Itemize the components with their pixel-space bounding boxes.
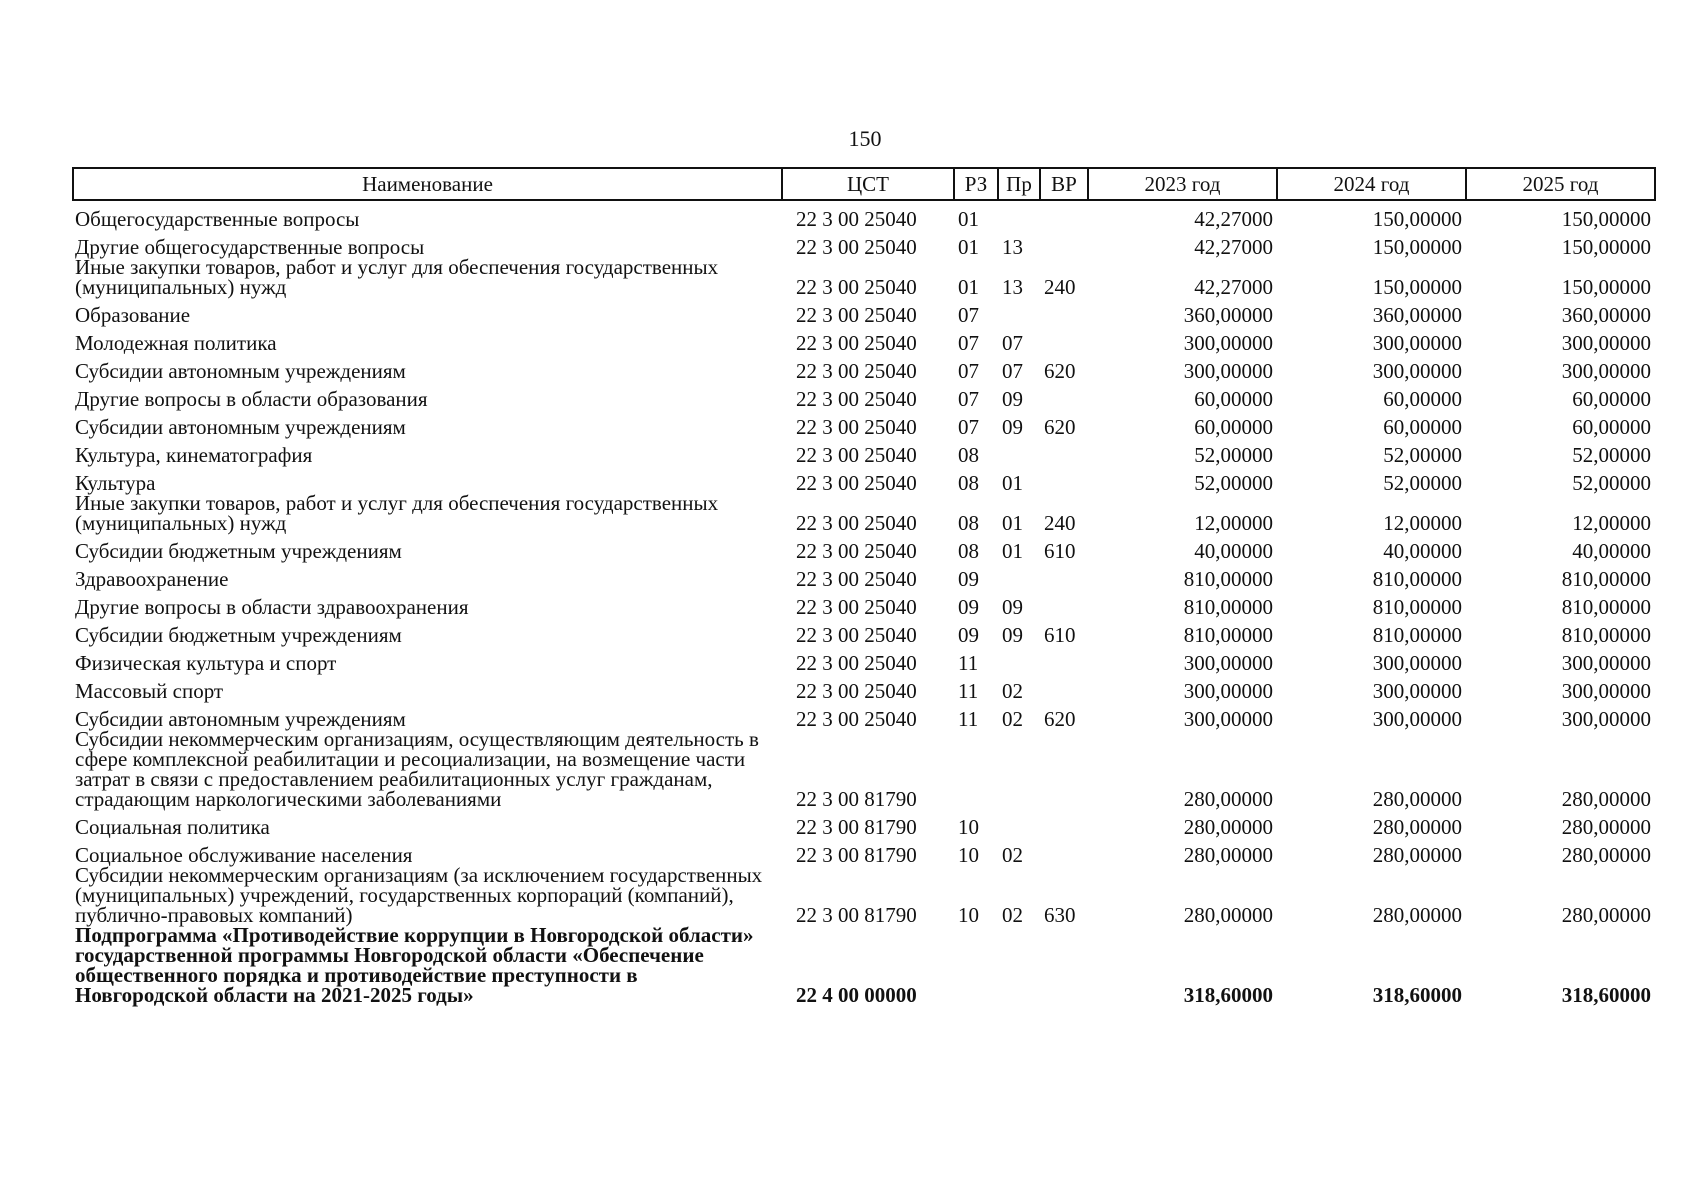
cell-2025: 300,00000 [1561,679,1651,703]
cell-2023: 318,60000 [1183,983,1273,1007]
cell-2025: 280,00000 [1561,843,1651,867]
cell-vr [1040,729,1088,809]
cell-name: Субсидии автономным учреждениям [75,707,406,731]
cell-2025: 300,00000 [1561,651,1651,675]
cell-2023: 12,00000 [1194,511,1273,535]
cell-2024: 300,00000 [1372,651,1462,675]
cell-cst: 22 3 00 25040 [796,567,917,591]
cell-pr: 02 [1002,903,1023,927]
cell-2025: 300,00000 [1561,331,1651,355]
cell-pr [998,297,1040,325]
table-row [73,673,1655,701]
cell-name: Иные закупки товаров, работ и услуг для обеспечения государственных (муниципальных) нужд [75,491,719,535]
header-row [73,168,1655,200]
header-name: Наименование [73,168,782,200]
cell-cst: 22 3 00 25040 [796,207,917,231]
cell-vr [1040,645,1088,673]
cell-2024: 300,00000 [1372,707,1462,731]
cell-2024: 150,00000 [1372,275,1462,299]
cell-2024: 60,00000 [1383,387,1462,411]
table-row [73,561,1655,589]
cell-vr: 610 [1044,539,1076,563]
table-row [73,200,1655,229]
cell-2025: 150,00000 [1561,275,1651,299]
cell-2024: 280,00000 [1372,815,1462,839]
cell-vr [1040,229,1088,257]
cell-pr [998,645,1040,673]
table-row [73,701,1655,729]
cell-2025: 300,00000 [1561,359,1651,383]
cell-rz: 11 [958,651,979,675]
cell-2025: 150,00000 [1561,235,1651,259]
cell-vr [1040,925,1088,1005]
cell-name: Субсидии автономным учреждениям [75,359,406,383]
cell-cst: 22 4 00 00000 [796,983,917,1007]
cell-name: Образование [75,303,191,327]
cell-pr: 01 [1002,511,1023,535]
cell-2024: 300,00000 [1372,679,1462,703]
table-row [73,645,1655,673]
cell-cst: 22 3 00 25040 [796,511,917,535]
cell-pr: 02 [1002,843,1023,867]
cell-cst: 22 3 00 25040 [796,275,917,299]
table-row [73,729,1655,809]
cell-pr [998,809,1040,837]
cell-2024: 318,60000 [1372,983,1462,1007]
cell-name: Физическая культура и спорт [75,651,337,675]
cell-pr: 09 [1002,595,1023,619]
cell-2024: 52,00000 [1383,443,1462,467]
cell-rz: 11 [958,707,979,731]
cell-cst: 22 3 00 81790 [796,815,917,839]
cell-vr [1040,325,1088,353]
cell-pr: 09 [1002,387,1023,411]
cell-cst: 22 3 00 25040 [796,707,917,731]
cell-2025: 12,00000 [1572,511,1651,535]
cell-name: Подпрограмма «Противодействие коррупции в Новгородской области» государственной программы Новгородской области «Обеспечение общественного порядка и противодействие преступности в Новгородской области на 2021-2025 годы» [75,923,754,1007]
cell-2025: 360,00000 [1561,303,1651,327]
cell-2024: 810,00000 [1372,595,1462,619]
cell-rz: 07 [958,359,979,383]
cell-cst: 22 3 00 25040 [796,387,917,411]
cell-name: Субсидии бюджетным учреждениям [75,623,402,647]
cell-rz: 09 [958,623,979,647]
cell-2023: 300,00000 [1183,707,1273,731]
header-rz: РЗ [954,168,998,200]
cell-cst: 22 3 00 25040 [796,443,917,467]
cell-vr [1040,297,1088,325]
cell-2024: 810,00000 [1372,567,1462,591]
cell-name: Субсидии бюджетным учреждениям [75,539,402,563]
cell-2024: 300,00000 [1372,359,1462,383]
cell-cst: 22 3 00 25040 [796,651,917,675]
cell-cst: 22 3 00 25040 [796,595,917,619]
cell-vr [1040,837,1088,865]
table-row [73,617,1655,645]
cell-name: Культура, кинематография [75,443,313,467]
cell-vr [1040,381,1088,409]
cell-rz: 08 [958,511,979,535]
page-number: 150 [848,126,882,151]
table-row [73,809,1655,837]
cell-vr [1040,200,1088,229]
cell-pr [998,437,1040,465]
cell-2024: 280,00000 [1372,787,1462,811]
cell-2023: 280,00000 [1183,903,1273,927]
cell-name: Культура [75,471,156,495]
cell-vr: 620 [1044,359,1076,383]
cell-rz: 08 [958,471,979,495]
cell-name: Общегосударственные вопросы [75,207,360,231]
cell-name: Субсидии некоммерческим организациям (за исключением государственных (муниципальных) учреждений, государственных корпораций (компаний), публично-правовых компаний) [75,863,763,927]
cell-rz: 07 [958,387,979,411]
cell-pr: 07 [1002,359,1023,383]
table-row [73,257,1655,297]
cell-2025: 318,60000 [1561,983,1651,1007]
cell-name: Субсидии некоммерческим организациям, осуществляющим деятельность в сфере комплексной реабилитации и ресоциализации, на возмещение части затрат в связи с предоставлением реабилитационных услуг гражданам, страдающим наркологическими заболеваниями [75,727,759,811]
cell-2023: 280,00000 [1183,815,1273,839]
cell-pr: 13 [1002,235,1023,259]
cell-vr [1040,561,1088,589]
header-2023: 2023 год [1088,168,1277,200]
cell-pr: 01 [1002,471,1023,495]
cell-2024: 810,00000 [1372,623,1462,647]
cell-name: Другие общегосударственные вопросы [75,235,425,259]
table-header [73,168,1655,200]
cell-2025: 280,00000 [1561,903,1651,927]
table-body [73,200,1655,1005]
cell-2025: 52,00000 [1572,443,1651,467]
cell-rz: 01 [958,207,979,231]
cell-rz: 10 [958,815,979,839]
cell-2023: 300,00000 [1183,331,1273,355]
table-row [73,465,1655,493]
cell-name: Социальная политика [75,815,270,839]
cell-cst: 22 3 00 81790 [796,903,917,927]
cell-pr [998,200,1040,229]
table-row [73,493,1655,533]
cell-cst: 22 3 00 25040 [796,623,917,647]
cell-name: Здравоохранение [75,567,229,591]
cell-2025: 52,00000 [1572,471,1651,495]
cell-vr: 610 [1044,623,1076,647]
cell-pr [998,925,1040,1005]
cell-2025: 810,00000 [1561,595,1651,619]
cell-rz: 08 [958,539,979,563]
cell-rz: 01 [958,235,979,259]
cell-2024: 280,00000 [1372,903,1462,927]
cell-2024: 300,00000 [1372,331,1462,355]
cell-2025: 280,00000 [1561,787,1651,811]
cell-2025: 810,00000 [1561,623,1651,647]
cell-vr: 620 [1044,415,1076,439]
table-row [73,381,1655,409]
cell-2023: 810,00000 [1183,567,1273,591]
table-row [73,837,1655,865]
table-row [73,437,1655,465]
cell-rz: 07 [958,415,979,439]
cell-vr [1040,437,1088,465]
cell-pr: 09 [1002,623,1023,647]
cell-rz: 08 [958,443,979,467]
cell-vr: 240 [1044,511,1076,535]
header-vr: ВР [1040,168,1088,200]
cell-cst: 22 3 00 25040 [796,415,917,439]
cell-2024: 52,00000 [1383,471,1462,495]
cell-vr [1040,465,1088,493]
cell-cst: 22 3 00 25040 [796,331,917,355]
table-row [73,325,1655,353]
table-row [73,589,1655,617]
cell-rz: 09 [958,567,979,591]
cell-2024: 12,00000 [1383,511,1462,535]
cell-rz: 11 [958,679,979,703]
cell-vr: 240 [1044,275,1076,299]
cell-pr: 02 [1002,707,1023,731]
cell-2023: 42,27000 [1194,235,1273,259]
cell-2024: 360,00000 [1372,303,1462,327]
table-row [73,297,1655,325]
cell-2023: 810,00000 [1183,623,1273,647]
cell-2023: 360,00000 [1183,303,1273,327]
table-row [73,229,1655,257]
cell-2024: 280,00000 [1372,843,1462,867]
cell-2024: 150,00000 [1372,235,1462,259]
cell-cst: 22 3 00 25040 [796,303,917,327]
header-2024: 2024 год [1277,168,1466,200]
cell-name: Другие вопросы в области образования [75,387,428,411]
cell-2023: 810,00000 [1183,595,1273,619]
cell-pr: 09 [1002,415,1023,439]
cell-rz: 09 [958,595,979,619]
cell-2023: 300,00000 [1183,359,1273,383]
cell-2024: 60,00000 [1383,415,1462,439]
cell-2023: 40,00000 [1194,539,1273,563]
cell-2023: 300,00000 [1183,651,1273,675]
cell-2023: 52,00000 [1194,443,1273,467]
cell-name: Социальное обслуживание населения [75,843,413,867]
cell-2025: 40,00000 [1572,539,1651,563]
header-pr: Пр [998,168,1040,200]
cell-2023: 300,00000 [1183,679,1273,703]
cell-2025: 60,00000 [1572,387,1651,411]
cell-cst: 22 3 00 25040 [796,539,917,563]
cell-rz: 01 [958,275,979,299]
cell-rz: 07 [958,331,979,355]
cell-cst: 22 3 00 81790 [796,843,917,867]
cell-name: Массовый спорт [75,679,224,703]
cell-vr: 620 [1044,707,1076,731]
cell-2025: 280,00000 [1561,815,1651,839]
cell-name: Иные закупки товаров, работ и услуг для обеспечения государственных (муниципальных) нужд [75,255,719,299]
cell-vr: 630 [1044,903,1076,927]
cell-rz: 10 [958,843,979,867]
table-row [73,353,1655,381]
cell-cst: 22 3 00 25040 [796,359,917,383]
table-row [73,925,1655,1005]
cell-2024: 150,00000 [1372,207,1462,231]
header-2025: 2025 год [1466,168,1655,200]
cell-rz: 07 [958,303,979,327]
table-row [73,865,1655,925]
cell-2025: 60,00000 [1572,415,1651,439]
header-cst: ЦСТ [782,168,954,200]
cell-vr [1040,589,1088,617]
cell-rz: 10 [958,903,979,927]
cell-2025: 300,00000 [1561,707,1651,731]
cell-2023: 280,00000 [1183,843,1273,867]
cell-2023: 60,00000 [1194,387,1273,411]
cell-vr [1040,809,1088,837]
cell-pr: 07 [1002,331,1023,355]
cell-2023: 42,27000 [1194,275,1273,299]
cell-2025: 810,00000 [1561,567,1651,591]
table-row [73,409,1655,437]
cell-cst: 22 3 00 25040 [796,235,917,259]
cell-name: Субсидии автономным учреждениям [75,415,406,439]
cell-rz [954,925,998,1005]
cell-2023: 42,27000 [1194,207,1273,231]
budget-table [72,167,1656,1005]
cell-pr [998,561,1040,589]
cell-2024: 40,00000 [1383,539,1462,563]
cell-2023: 60,00000 [1194,415,1273,439]
cell-2023: 280,00000 [1183,787,1273,811]
cell-pr: 02 [1002,679,1023,703]
cell-pr [998,729,1040,809]
cell-2025: 150,00000 [1561,207,1651,231]
cell-vr [1040,673,1088,701]
cell-2023: 52,00000 [1194,471,1273,495]
cell-name: Другие вопросы в области здравоохранения [75,595,469,619]
cell-pr: 13 [1002,275,1023,299]
cell-pr: 01 [1002,539,1023,563]
cell-cst: 22 3 00 25040 [796,679,917,703]
cell-rz [954,729,998,809]
cell-cst: 22 3 00 25040 [796,471,917,495]
cell-name: Молодежная политика [75,331,277,355]
cell-cst: 22 3 00 81790 [796,787,917,811]
table-row [73,533,1655,561]
